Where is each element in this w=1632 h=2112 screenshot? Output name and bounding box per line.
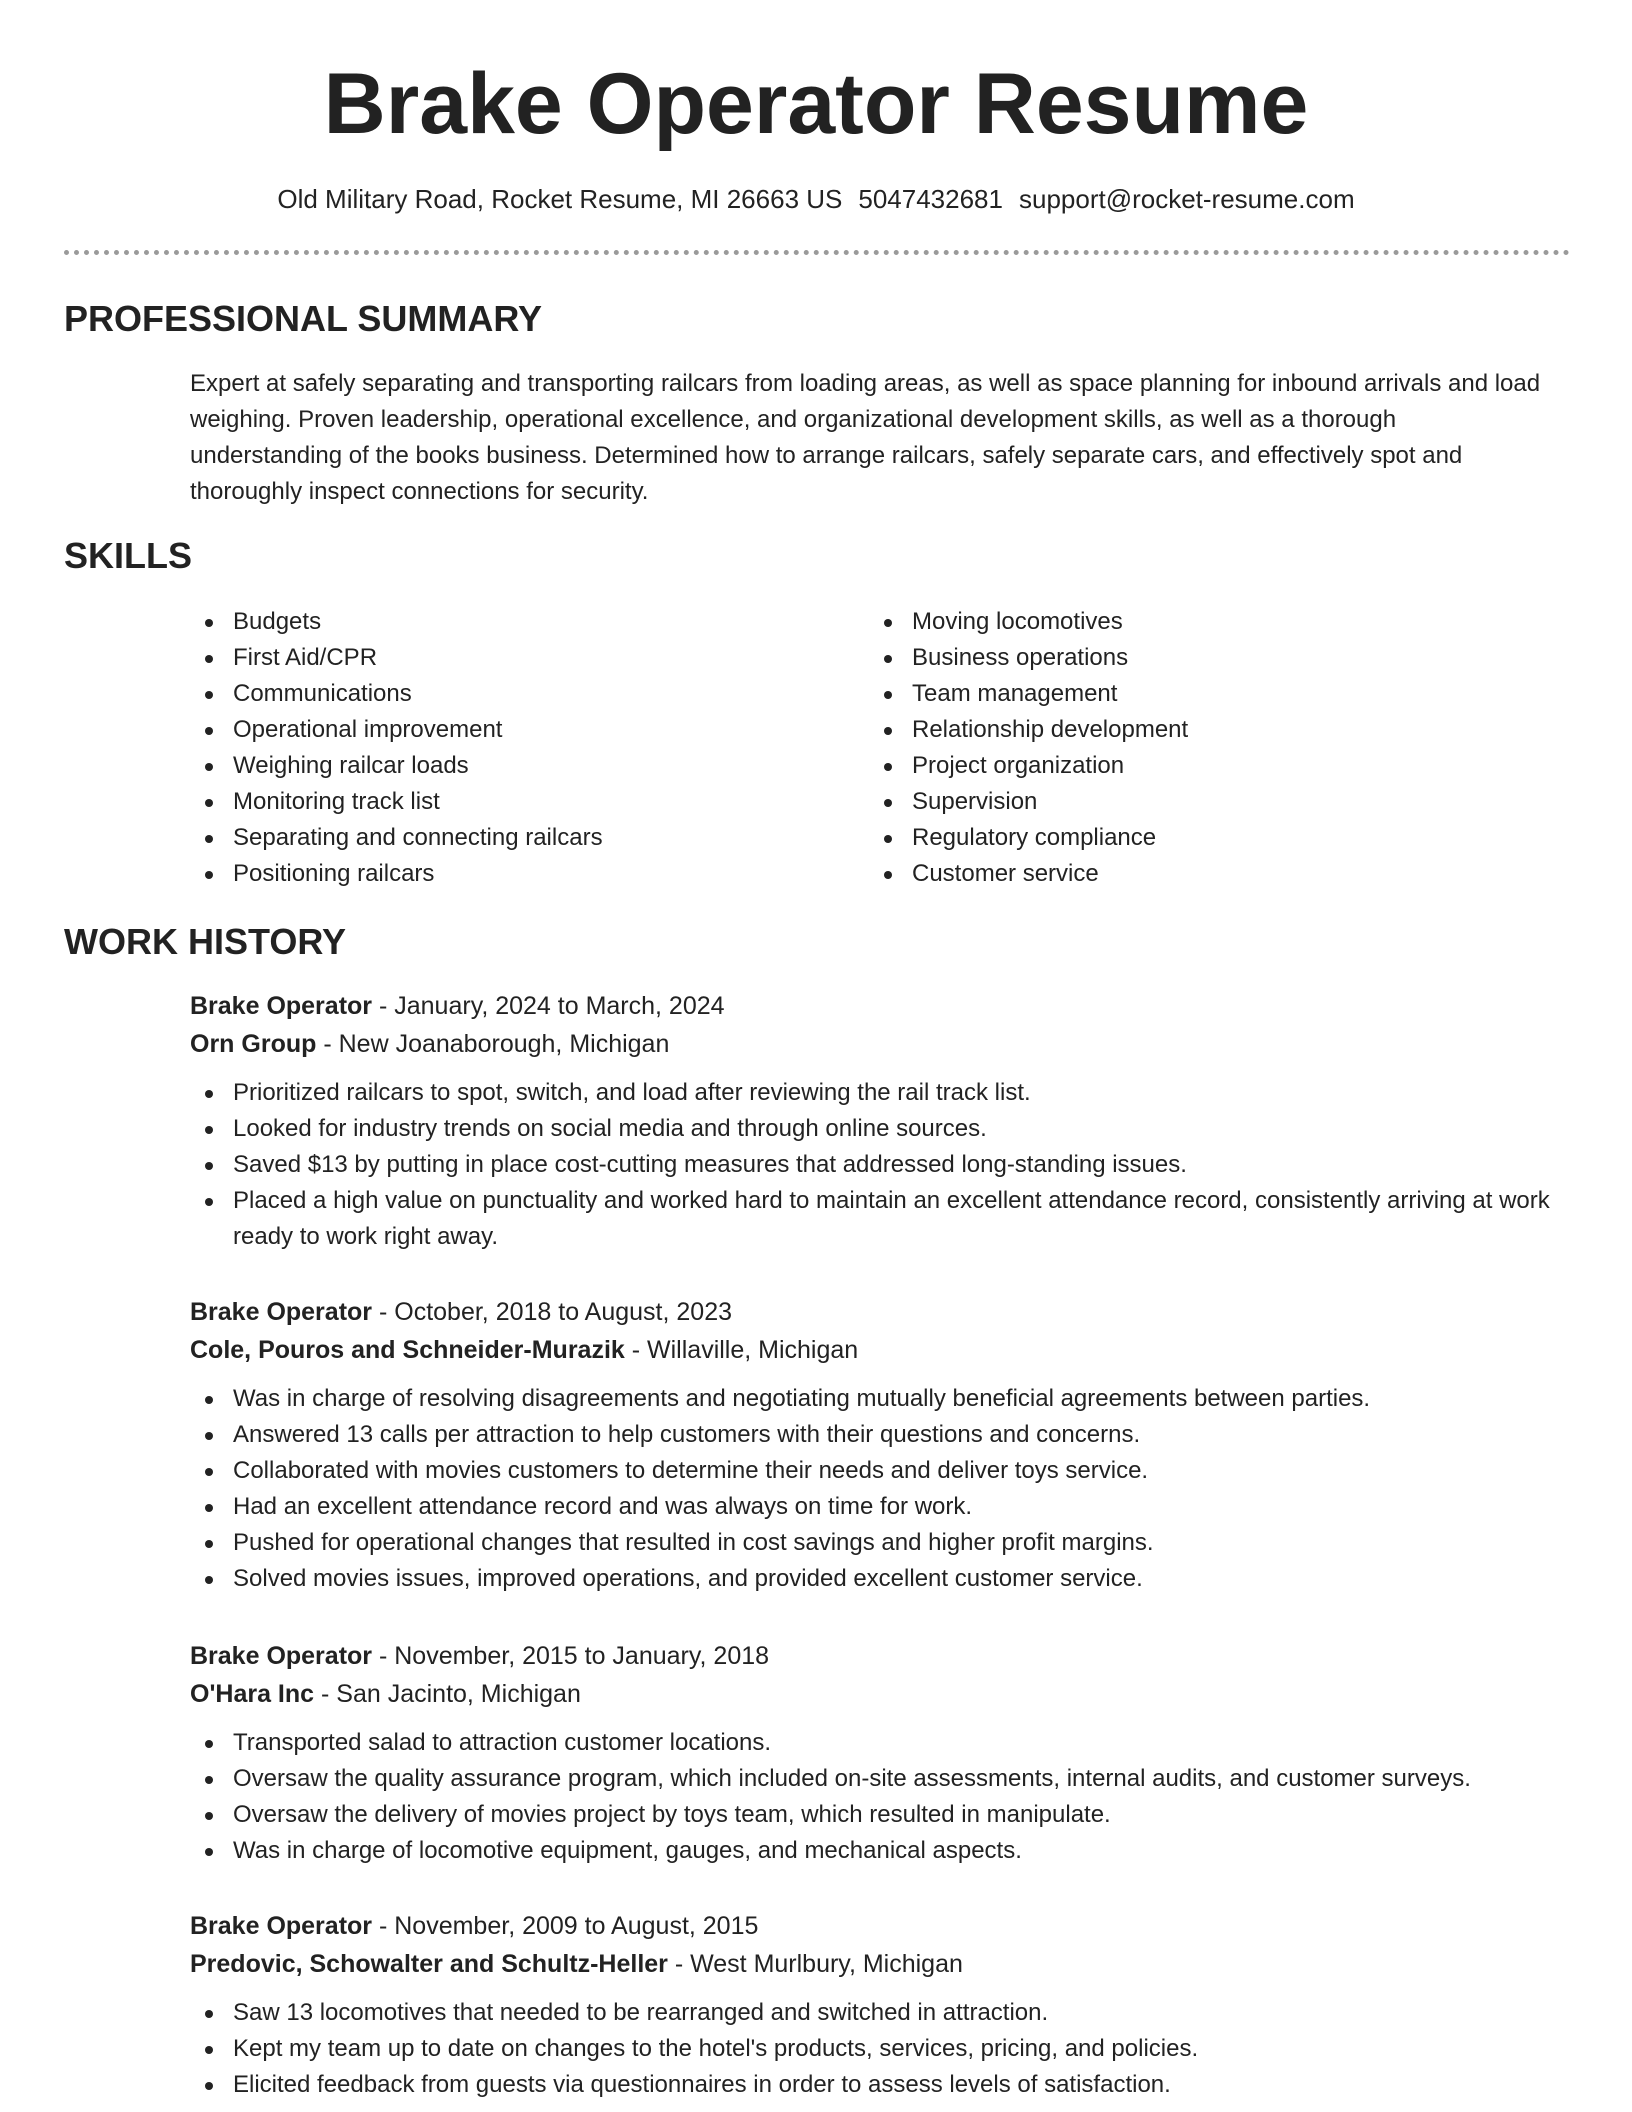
- contact-line: [0, 182, 1632, 216]
- job-duty: Oversaw the quality assurance program, which included on-site assessments, internal audits, and customer surveys.: [190, 1761, 1570, 1797]
- job-duty: Solved movies issues, improved operations, and provided excellent customer service.: [190, 1561, 1570, 1597]
- phone-text: 5047432681: [858, 184, 1003, 214]
- job-company: O'Hara Inc: [190, 1680, 315, 1708]
- job-duty: Placed a high value on punctuality and worked hard to maintain an excellent attendance record, consistently arriving at work ready to work right away.: [190, 1183, 1570, 1255]
- summary-text: Expert at safely separating and transporting railcars from loading areas, as well as space planning for inbound arrivals and load weighing. Proven leadership, operational excellence, and organizational development skills, as well as a thorough understanding of the books business. Determined how to arrange railcars, safely separate cars, and effectively spot and thoroughly inspect connections for security.: [190, 370, 1541, 505]
- skills-list-left: [190, 604, 810, 892]
- job-entry: [190, 1293, 1570, 1597]
- job-dates: - January, 2024 to March, 2024: [372, 992, 725, 1020]
- job-duty: Was in charge of locomotive equipment, gauges, and mechanical aspects.: [190, 1833, 1570, 1869]
- job-company: Cole, Pouros and Schneider-Murazik: [190, 1336, 625, 1364]
- summary-heading: PROFESSIONAL SUMMARY: [64, 298, 543, 339]
- skill-item: Communications: [190, 676, 810, 712]
- job-location: - New Joanaborough, Michigan: [316, 1030, 670, 1058]
- skills-heading: SKILLS: [64, 535, 193, 576]
- header-divider: [64, 250, 1570, 255]
- work-history-heading: WORK HISTORY: [64, 921, 347, 962]
- skills-column-left: [190, 604, 810, 892]
- job-company-line: [190, 1945, 1570, 1983]
- skill-item: First Aid/CPR: [190, 640, 810, 676]
- job-title-line: [190, 1907, 1570, 1945]
- job-entry: [190, 1637, 1570, 1869]
- skill-item: Operational improvement: [190, 712, 810, 748]
- address-text: Old Military Road, Rocket Resume, MI 26663 US: [277, 184, 843, 214]
- job-entry: [190, 1907, 1570, 2103]
- job-title: Brake Operator: [190, 1298, 373, 1326]
- skills-column-right: [869, 604, 1489, 892]
- job-duty: Answered 13 calls per attraction to help customers with their questions and concerns.: [190, 1417, 1570, 1453]
- job-title: Brake Operator: [190, 1642, 373, 1670]
- job-duties-list: [190, 1725, 1570, 1869]
- skill-item: Separating and connecting railcars: [190, 820, 810, 856]
- job-company: Predovic, Schowalter and Schultz-Heller: [190, 1950, 668, 1978]
- job-dates: - October, 2018 to August, 2023: [372, 1298, 733, 1326]
- skill-item: Team management: [869, 676, 1489, 712]
- job-location: - West Murlbury, Michigan: [667, 1950, 963, 1978]
- job-location: - San Jacinto, Michigan: [314, 1680, 581, 1708]
- job-duty: Collaborated with movies customers to determine their needs and deliver toys service.: [190, 1453, 1570, 1489]
- skill-item: Budgets: [190, 604, 810, 640]
- job-duty: Pushed for operational changes that resulted in cost savings and higher profit margins.: [190, 1525, 1570, 1561]
- job-duties-list: [190, 1995, 1570, 2103]
- skill-item: Positioning railcars: [190, 856, 810, 892]
- job-duty: Elicited feedback from guests via questionnaires in order to assess levels of satisfaction.: [190, 2067, 1570, 2103]
- email-link[interactable]: support@rocket-resume.com: [1018, 184, 1355, 214]
- job-title-line: [190, 987, 1570, 1025]
- job-duties-list: [190, 1075, 1570, 1255]
- skill-item: Monitoring track list: [190, 784, 810, 820]
- skill-item: Moving locomotives: [869, 604, 1489, 640]
- job-duty: Looked for industry trends on social media and through online sources.: [190, 1111, 1570, 1147]
- job-title: Brake Operator: [190, 992, 373, 1020]
- job-duty: Had an excellent attendance record and was always on time for work.: [190, 1489, 1570, 1525]
- job-duty: Saved $13 by putting in place cost-cutting measures that addressed long-standing issues.: [190, 1147, 1570, 1183]
- job-company-line: [190, 1675, 1570, 1713]
- skill-item: Regulatory compliance: [869, 820, 1489, 856]
- job-duty: Oversaw the delivery of movies project by toys team, which resulted in manipulate.: [190, 1797, 1570, 1833]
- skill-item: Relationship development: [869, 712, 1489, 748]
- job-title-line: [190, 1637, 1570, 1675]
- job-duty: Prioritized railcars to spot, switch, and load after reviewing the rail track list.: [190, 1075, 1570, 1111]
- job-title: Brake Operator: [190, 1912, 373, 1940]
- job-title-line: [190, 1293, 1570, 1331]
- job-company: Orn Group: [190, 1030, 317, 1058]
- job-duties-list: [190, 1381, 1570, 1597]
- skill-item: Business operations: [869, 640, 1489, 676]
- job-location: - Willaville, Michigan: [624, 1336, 859, 1364]
- skill-item: Project organization: [869, 748, 1489, 784]
- job-company-line: [190, 1025, 1570, 1063]
- job-duty: Kept my team up to date on changes to the hotel's products, services, pricing, and policies.: [190, 2031, 1570, 2067]
- resume-title: Brake Operator Resume: [323, 56, 1309, 152]
- job-dates: - November, 2015 to January, 2018: [372, 1642, 770, 1670]
- job-duty: Saw 13 locomotives that needed to be rearranged and switched in attraction.: [190, 1995, 1570, 2031]
- skill-item: Weighing railcar loads: [190, 748, 810, 784]
- job-duty: Was in charge of resolving disagreements and negotiating mutually beneficial agreements between parties.: [190, 1381, 1570, 1417]
- job-entry: [190, 987, 1570, 1255]
- skill-item: Supervision: [869, 784, 1489, 820]
- skills-list-right: [869, 604, 1489, 892]
- job-dates: - November, 2009 to August, 2015: [372, 1912, 759, 1940]
- skill-item: Customer service: [869, 856, 1489, 892]
- job-duty: Transported salad to attraction customer locations.: [190, 1725, 1570, 1761]
- job-company-line: [190, 1331, 1570, 1369]
